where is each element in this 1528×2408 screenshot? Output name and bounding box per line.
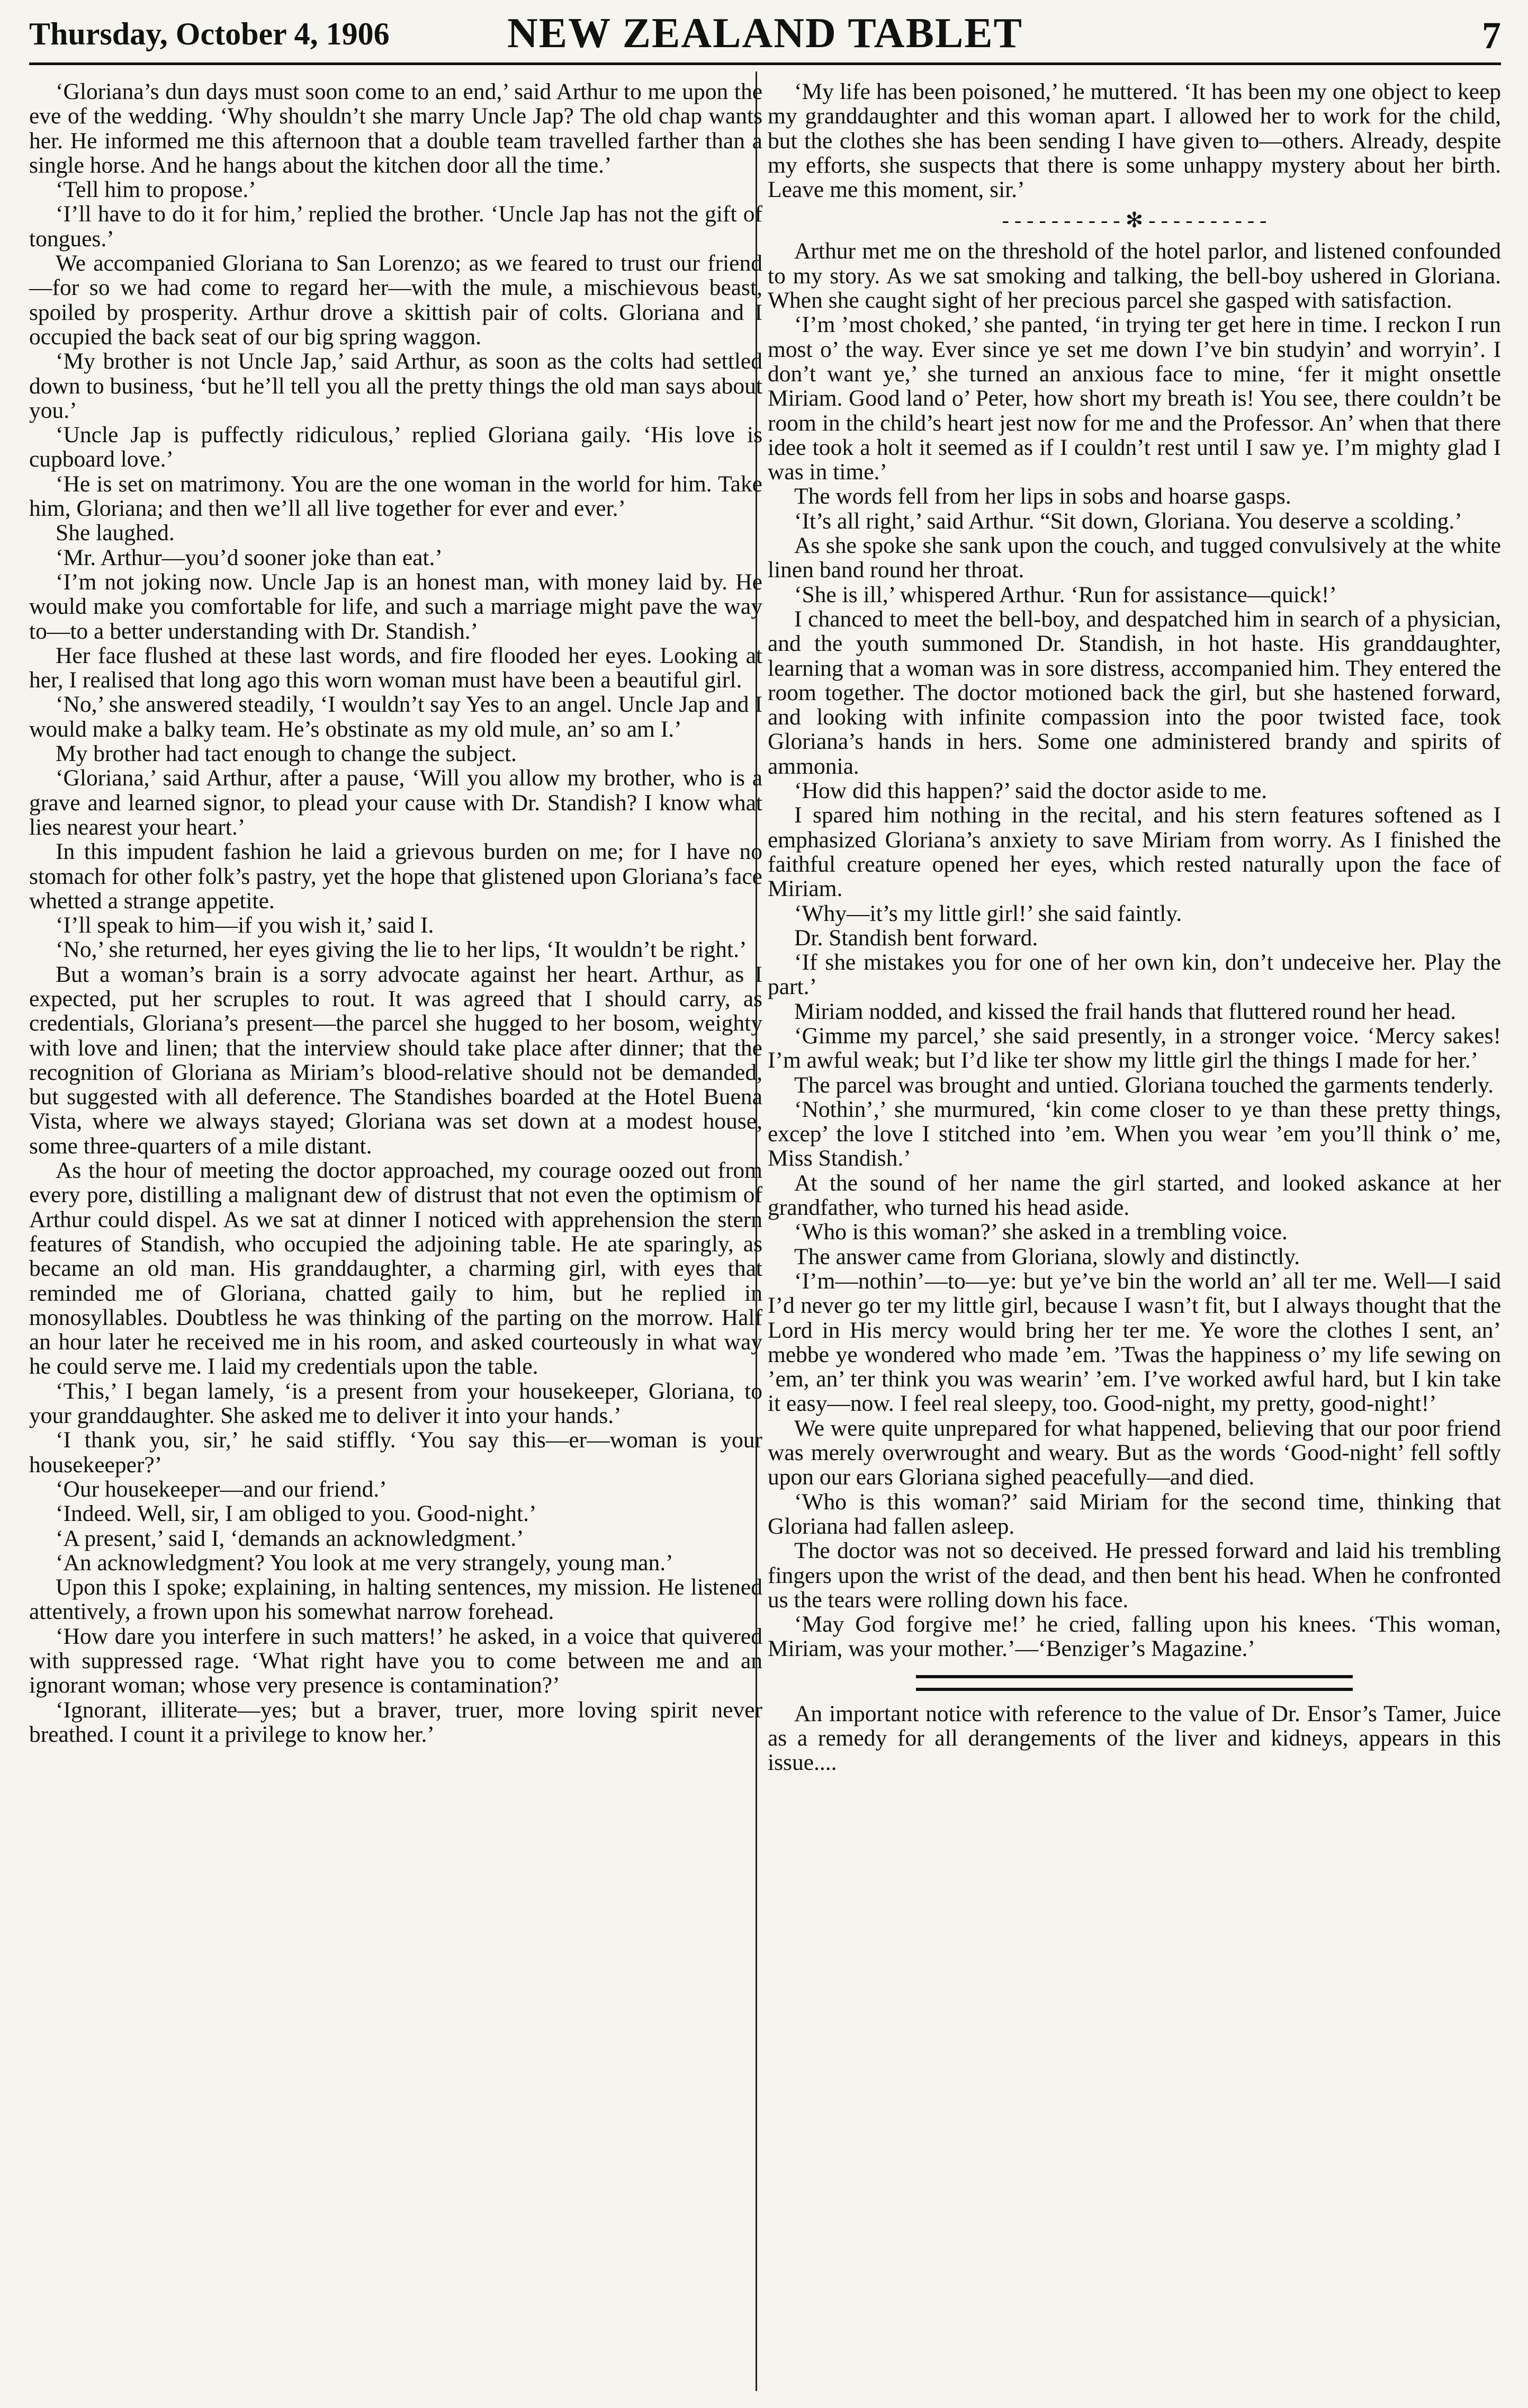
paragraph: The doctor was not so deceived. He pressed forward and laid his trembling fingers upon the wrist of the dead, and then bent his head. When he confronted us the tears were rolling down his face. bbox=[768, 1538, 1501, 1613]
paragraph: ‘If she mistakes you for one of her own kin, don’t undeceive her. Play the part.’ bbox=[768, 950, 1501, 1000]
paragraph: Arthur met me on the threshold of the hotel parlor, and listened confounded to my story. As we sat smoking and talking, the bell-boy ushered in Gloriana. When she caught sight of her precious parcel she gasped with satisfaction. bbox=[768, 238, 1501, 314]
paragraph: In this impudent fashion he laid a grievous burden on me; for I have no stomach for other folk’s pastry, yet the hope that glistened upon Gloriana’s face whetted a strange appetite. bbox=[29, 839, 762, 914]
double-rule bbox=[916, 1675, 1353, 1691]
paragraph: ‘Gloriana’s dun days must soon come to an end,’ said Arthur to me upon the eve of the wedding. ‘Why shouldn’t she marry Uncle Jap? The old chap wants her. He informed me this afternoon that a double team travelled farther than a single horse. And he hangs about the kitchen door all the time.’ bbox=[29, 79, 762, 178]
paragraph: Dr. Standish bent forward. bbox=[794, 925, 1038, 951]
paragraph: ‘A present,’ said I, ‘demands an acknowledgment.’ bbox=[56, 1525, 524, 1551]
paragraph: ‘Who is this woman?’ said Miriam for the second time, thinking that Gloriana had fallen asleep. bbox=[768, 1489, 1501, 1539]
paragraph: ‘Tell him to propose.’ bbox=[56, 177, 256, 203]
paragraph: ‘He is set on matrimony. You are the one woman in the world for him. Take him, Gloriana; and then we’ll all live together for ever and ever.’ bbox=[29, 471, 762, 522]
paragraph: ‘I’m not joking now. Uncle Jap is an honest man, with money laid by. He would make you comfortable for life, and such a marriage might pave the way to—to a better understanding with Dr. Standish.’ bbox=[29, 569, 762, 644]
paragraph: ‘I’ll have to do it for him,’ replied the brother. ‘Uncle Jap has not the gift of tongues.’ bbox=[29, 201, 762, 252]
newspaper-title: NEW ZEALAND TABLET bbox=[507, 10, 1023, 57]
section-separator: - - - - - - - - - - ✻ - - - - - - - - - - bbox=[1002, 208, 1267, 232]
paragraph: She laughed. bbox=[56, 520, 175, 546]
paragraph: ‘May God forgive me!’ he cried, falling upon his knees. ‘This woman, Miriam, was your mother.’—‘Benziger’s Magazine.’ bbox=[768, 1612, 1501, 1662]
paragraph: ‘I’ll speak to him—if you wish it,’ said I. bbox=[56, 912, 434, 938]
paragraph: We accompanied Gloriana to San Lorenzo; as we feared to trust our friend—for so we had come to regard her—with the mule, a mischievous beast, spoiled by prosperity. Arthur drove a skittish pair of colts. Gloriana and I occupied the back seat of our big spring waggon. bbox=[29, 250, 762, 350]
paragraph: ‘Why—it’s my little girl!’ she said faintly. bbox=[794, 900, 1182, 926]
paragraph: As she spoke she sank upon the couch, and tugged convulsively at the white linen band round her throat. bbox=[768, 533, 1501, 583]
paragraph: ‘I’m—nothin’—to—ye: but ye’ve bin the world an’ all ter me. Well—I said I’d never go ter my little girl, because I wasn’t fit, but I always thought that the Lord in His mercy would bring her ter me. Ye wore the clothes I sent, an’ mebbe ye wondered who made ’em. ’Twas the happiness o’ my life sewing on ’em, an’ ter think you was wearin’ ’em. I’ve worked awful hard, but I kin take it easy—now. I feel real sleepy, too. Good-night, my pretty, good-night!’ bbox=[768, 1268, 1501, 1417]
paragraph: ‘Who is this woman?’ she asked in a trembling voice. bbox=[794, 1219, 1288, 1245]
paragraph: ‘How dare you interfere in such matters!’ he asked, in a voice that quivered with suppressed rage. ‘What right have you to come between me and an ignorant woman; whose very presence is contamination?’ bbox=[29, 1623, 762, 1698]
paragraph: ‘How did this happen?’ said the doctor aside to me. bbox=[794, 778, 1268, 804]
paragraph: ‘My life has been poisoned,’ he muttered. ‘It has been my one object to keep my granddaughter and this woman apart. I allowed her to work for the child, but the clothes she has been sending I have given to—others. Already, despite my efforts, she suspects that there is some unhappy mystery about her birth. Leave me this moment, sir.’ bbox=[768, 79, 1501, 203]
paragraph: I chanced to meet the bell-boy, and despatched him in search of a physician, and the youth summoned Dr. Standish, in hot haste. His granddaughter, learning that a woman was in sore distress, accompanied him. They entered the room together. The doctor motioned back the girl, but she hastened forward, and looking with infinite compassion into the poor twisted face, took Gloriana’s hands in hers. Some one administered brandy and spirits of ammonia. bbox=[768, 606, 1501, 779]
paragraph: Upon this I spoke; explaining, in halting sentences, my mission. He listened attentively, a frown upon his somewhat narrow forehead. bbox=[29, 1574, 762, 1625]
paragraph: ‘Gimme my parcel,’ she said presently, in a stronger voice. ‘Mercy sakes! I’m awful weak; but I’d like ter show my little girl the things I made for her.’ bbox=[768, 1023, 1501, 1073]
paragraph: ‘No,’ she returned, her eyes giving the lie to her lips, ‘It wouldn’t be right.’ bbox=[56, 937, 747, 963]
masthead bbox=[29, 10, 1501, 65]
paragraph: At the sound of her name the girl started, and looked askance at her grandfather, who turned his head aside. bbox=[768, 1170, 1501, 1221]
paragraph: ‘Gloriana,’ said Arthur, after a pause, ‘Will you allow my brother, who is a grave and learned signor, to plead your cause with Dr. Standish? I know what lies nearest your heart.’ bbox=[29, 765, 762, 840]
paragraph: ‘Ignorant, illiterate—yes; but a braver, truer, more loving spirit never breathed. I count it a privilege to know her.’ bbox=[29, 1697, 762, 1747]
paragraph: ‘An acknowledgment? You look at me very strangely, young man.’ bbox=[56, 1550, 673, 1576]
paragraph: ‘I’m ’most choked,’ she panted, ‘in trying ter get here in time. I reckon I run most o’ the way. Ever since ye set me down I’ve bin studyin’ and worryin’. I don’t want ye,’ she turned an anxious face to mine, ‘fer it might onsettle Miriam. Good land o’ Peter, how short my breath is! You see, there couldn’t be room in the child’s heart jest now for me and the Professor. An’ when that there idee took a holt it seemed as if I couldn’t rest until I saw ye. I’m mighty glad I was in time.’ bbox=[768, 312, 1501, 485]
paragraph: ‘It’s all right,’ said Arthur. “Sit down, Gloriana. You deserve a scolding.’ bbox=[794, 508, 1462, 534]
paragraph: We were quite unprepared for what happened, believing that our poor friend was merely overwrought and weary. But as the words ‘Good-night’ fell softly upon our ears Gloriana sighed peacefully—and died. bbox=[768, 1415, 1501, 1490]
paragraph: But a woman’s brain is a sorry advocate against her heart. Arthur, as I expected, put her scruples to rout. It was agreed that I should carry, as credentials, Gloriana’s present—the parcel she hugged to her bosom, weighty with love and linen; that the interview should take place after dinner; that the recognition of Gloriana as Miriam’s blood-relative should not be demanded, but suggested with all deference. The Standishes boarded at the Hotel Buena Vista, where we always stayed; Gloriana was set down at a modest house, some three-quarters of a mile distant. bbox=[29, 961, 762, 1159]
issue-date: Thursday, October 4, 1906 bbox=[29, 16, 390, 51]
paragraph: ‘Uncle Jap is puffectly ridiculous,’ replied Gloriana gaily. ‘His love is cupboard love.’ bbox=[29, 422, 762, 472]
paragraph: An important notice with reference to the value of Dr. Ensor’s Tamer, Juice as a remedy for all derangements of the liver and kidneys, appears in this issue.... bbox=[768, 1700, 1501, 1776]
paragraph: ‘Our housekeeper—and our friend.’ bbox=[56, 1476, 387, 1502]
paragraph: Her face flushed at these last words, and fire flooded her eyes. Looking at her, I realised that long ago this worn woman must have been a beautiful girl. bbox=[29, 642, 762, 693]
paragraph: ‘My brother is not Uncle Jap,’ said Arthur, as soon as the colts had settled down to business, ‘but he’ll tell you all the pretty things the old man says about you.’ bbox=[29, 348, 762, 423]
paragraph: ‘Mr. Arthur—you’d sooner joke than eat.’ bbox=[56, 544, 443, 570]
paragraph: I spared him nothing in the recital, and his stern features softened as I emphasized Gloriana’s anxiety to save Miriam from worry. As I finished the faithful creature opened her eyes, which rested naturally upon the face of Miriam. bbox=[768, 802, 1501, 902]
paragraph: The words fell from her lips in sobs and hoarse gasps. bbox=[794, 484, 1291, 509]
left-column bbox=[29, 79, 762, 1747]
paragraph: The parcel was brought and untied. Gloriana touched the garments tenderly. bbox=[794, 1072, 1494, 1098]
paragraph: As the hour of meeting the doctor approached, my courage oozed out from every pore, distilling a malignant dew of distrust that not even the optimism of Arthur could dispel. As we sat at dinner I noticed with apprehension the stern features of Standish, who occupied the adjoining table. He ate sparingly, as became an old man. His granddaughter, a charming girl, with eyes that reminded me of Gloriana, chatted gaily to him, but he replied in monosyllables. Doubtless he was thinking of the parting on the morrow. Half an hour later he received me in his room, and asked courteously in what way he could serve me. I laid my credentials upon the table. bbox=[29, 1158, 762, 1380]
paragraph: My brother had tact enough to change the subject. bbox=[56, 741, 517, 767]
paragraph: The answer came from Gloriana, slowly and distinctly. bbox=[794, 1243, 1300, 1269]
paragraph: ‘No,’ she answered steadily, ‘I wouldn’t say Yes to an angel. Uncle Jap and I would make a balky team. He’s obstinate as my old mule, an’ so am I.’ bbox=[29, 692, 762, 742]
paragraph: Miriam nodded, and kissed the frail hands that fluttered round her head. bbox=[794, 998, 1457, 1024]
paragraph: ‘Indeed. Well, sir, I am obliged to you. Good-night.’ bbox=[56, 1501, 537, 1527]
paragraph: ‘She is ill,’ whispered Arthur. ‘Run for assistance—quick!’ bbox=[794, 581, 1337, 607]
paragraph: ‘Nothin’,’ she murmured, ‘kin come closer to ye than these pretty things, excep’ the love I stitched into ’em. When you wear ’em you’ll think o’ me, Miss Standish.’ bbox=[768, 1096, 1501, 1171]
page-number: 7 bbox=[1482, 14, 1501, 57]
paragraph: ‘This,’ I began lamely, ‘is a present from your housekeeper, Gloriana, to your granddaughter. She asked me to deliver it into your hands.’ bbox=[29, 1378, 762, 1429]
right-column bbox=[768, 79, 1501, 1775]
paragraph: ‘I thank you, sir,’ he said stiffly. ‘You say this—er—woman is your housekeeper?’ bbox=[29, 1427, 762, 1478]
